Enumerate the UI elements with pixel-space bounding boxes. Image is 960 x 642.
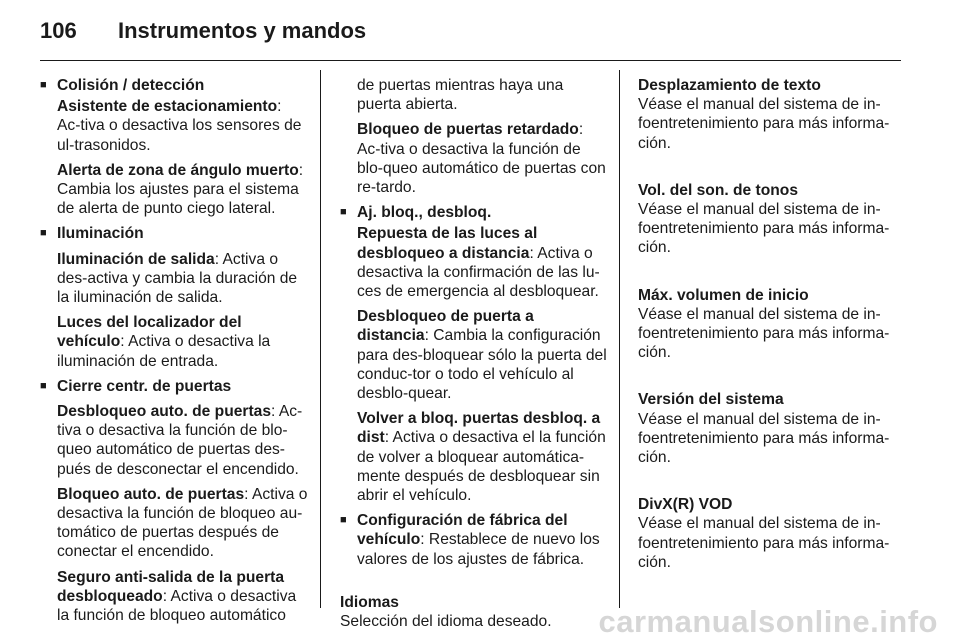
- text-desplazamiento-texto: Véase el manual del sistema de in-foentretenimiento para más informa-ción.: [638, 96, 890, 152]
- paragraph-configuracion-fabrica: [340, 511, 608, 569]
- column-3: [638, 76, 906, 572]
- term-text: : Cambia la configuración para des-bloquear sólo la puerta del conduc-tor o todo el vehículo al desblo-quear.: [357, 327, 607, 403]
- term-text: : Activa o desactiva el la función de volver a bloquear automática-mente después de desbloquear sin abrir el vehículo.: [357, 429, 606, 505]
- heading-max-volumen: Máx. volumen de inicio: [638, 286, 809, 304]
- paragraph-iluminacion-salida: [40, 250, 308, 308]
- column-2: [340, 76, 608, 631]
- term-text: : Activa o desactiva la confirmación de las lu-ces de emergencia al desbloquear.: [357, 244, 600, 301]
- paragraph-seguro-anti-salida: [40, 568, 308, 626]
- section-heading-aj-bloq: ■ Aj. bloq., desbloq.: [340, 203, 608, 222]
- watermark: carmanualsonline.info: [598, 604, 938, 639]
- paragraph-desbloqueo-distancia: [340, 307, 608, 403]
- header-rule: [40, 60, 901, 61]
- heading-divx: DivX(R) VOD: [638, 496, 733, 514]
- page-number: 106: [40, 18, 77, 43]
- term-text: : Ac-tiva o desactiva los sensores de ul-trasonidos.: [57, 98, 302, 154]
- paragraph-luces-localizador: [40, 313, 308, 371]
- column-divider-1: [320, 70, 321, 608]
- term-label: Seguro anti-salida de la puerta desbloqueado: [57, 568, 285, 605]
- heading-version-sistema: Versión del sistema: [638, 391, 784, 409]
- paragraph-asistente-estacionamiento: [40, 97, 308, 155]
- paragraph-alerta-angulo-muerto: [40, 161, 308, 219]
- term-label: Volver a bloq. puertas desbloq. a dist: [357, 410, 601, 447]
- term-text: : Activa o desactiva la iluminación de entrada.: [57, 333, 271, 370]
- paragraph-volver-bloquear: [340, 409, 608, 505]
- page-header: [40, 18, 366, 48]
- paragraph-desbloqueo-auto: [40, 402, 308, 479]
- section-heading-iluminacion: ■ Iluminación: [40, 224, 308, 243]
- term-label: Desbloqueo de puerta a distancia: [357, 308, 534, 345]
- text-divx: Véase el manual del sistema de in-foentretenimiento para más informa-ción.: [638, 515, 890, 571]
- section-heading-cierre-centralizado: ■ Cierre centr. de puertas: [40, 377, 308, 396]
- text-version-sistema: Véase el manual del sistema de in-foentretenimiento para más informa-ción.: [638, 410, 890, 467]
- text-idiomas: Selección del idioma deseado.: [340, 613, 552, 631]
- paragraph-bloqueo-retardado: [340, 120, 608, 197]
- term-text: : Cambia los ajustes para el sistema de alerta de punto ciego lateral.: [57, 161, 304, 218]
- section-heading-configuracion-fabrica: Configuración de fábrica del vehículo: [357, 512, 568, 549]
- term-text: : Restablece de nuevo los valores de los ajustes de fábrica.: [357, 531, 600, 568]
- term-text: : Activa o desactiva la función de bloqueo au-tomático de puertas después de conectar el encendido.: [57, 485, 308, 561]
- section-heading-colision: ■ Colisión / detección: [40, 76, 308, 95]
- text-max-volumen: Véase el manual del sistema de in-foentretenimiento para más informa-ción.: [638, 305, 890, 362]
- heading-idiomas: Idiomas: [340, 593, 399, 611]
- term-label: Bloqueo de puertas retardado: [357, 121, 579, 139]
- term-label: Luces del localizador del vehículo: [57, 314, 242, 351]
- paragraph-repuesta-luces: [340, 224, 608, 301]
- term-label: Bloqueo auto. de puertas: [57, 485, 245, 503]
- column-divider-2: [619, 70, 620, 608]
- term-label: Alerta de zona de ángulo muerto: [57, 161, 299, 179]
- heading-vol-tonos: Vol. del son. de tonos: [638, 181, 798, 199]
- term-label: Desbloqueo auto. de puertas: [57, 403, 272, 421]
- paragraph-bloqueo-auto: [40, 485, 308, 562]
- term-text: : Activa o desactiva la función de bloqueo automático: [57, 587, 297, 625]
- heading-desplazamiento-texto: Desplazamiento de texto: [638, 77, 821, 94]
- page-title: Instrumentos y mandos: [118, 18, 367, 43]
- term-text: : Ac-tiva o desactiva la función de blo-queo automático de puertas des-pués de desconectar el encendido.: [57, 403, 303, 478]
- term-label: Repuesta de las luces al desbloqueo a distancia: [357, 225, 538, 262]
- term-text: : Activa o des-activa y cambia la duración de la iluminación de salida.: [57, 250, 298, 307]
- term-label: Iluminación de salida: [57, 250, 215, 268]
- paragraph-continuation: de puertas mientras haya una puerta abierta.: [357, 77, 564, 114]
- column-1: [40, 76, 308, 625]
- term-text: : Ac-tiva o desactiva la función de blo-queo automático de puertas con re-tardo.: [357, 121, 606, 197]
- term-label: Asistente de estacionamiento: [57, 98, 278, 116]
- text-vol-tonos: Véase el manual del sistema de in-foentretenimiento para más informa-ción.: [638, 201, 890, 257]
